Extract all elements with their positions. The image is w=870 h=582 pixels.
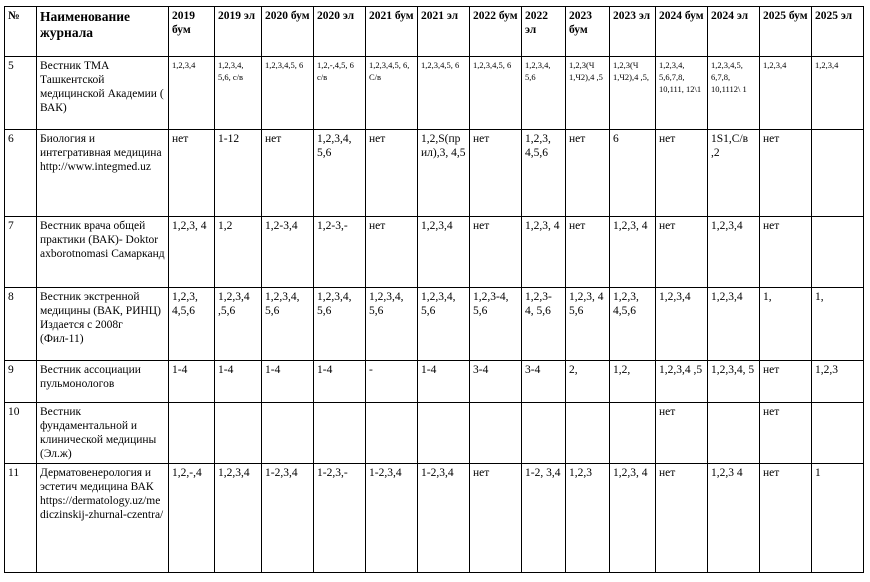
cell: 1-2,3,4 — [262, 464, 314, 573]
row-journal-name: Вестник экстренной медицины (ВАК, РИНЦ) Издается с 2008г (Фил-11) — [37, 288, 169, 361]
cell: нет — [366, 217, 418, 288]
header-num: № — [5, 7, 37, 57]
cell: 1-12 — [215, 130, 262, 217]
header-col: 2019 бум — [169, 7, 215, 57]
cell: 1,2,3,4 — [708, 288, 760, 361]
header-col: 2023 эл — [610, 7, 656, 57]
cell — [262, 403, 314, 464]
cell: 1,2,3-4, 5,6 — [470, 288, 522, 361]
cell: 1,2,3,4,5, 6 — [262, 57, 314, 130]
header-col: 2025 бум — [760, 7, 812, 57]
cell: нет — [760, 464, 812, 573]
row-num: 8 — [5, 288, 37, 361]
cell: 1,2,3 — [566, 464, 610, 573]
cell: 1,2,3- 4, 5,6 — [522, 288, 566, 361]
cell: 1,2,3,4, 5,6 — [418, 288, 470, 361]
row-num: 5 — [5, 57, 37, 130]
header-col: 2024 эл — [708, 7, 760, 57]
row-num: 11 — [5, 464, 37, 573]
cell: 1-4 — [215, 361, 262, 403]
cell: 1,2,3, 4 — [610, 217, 656, 288]
cell: 1,2,3,4 — [708, 217, 760, 288]
cell: 1 — [812, 464, 864, 573]
cell: нет — [760, 217, 812, 288]
header-col: 2021 бум — [366, 7, 418, 57]
cell: 1,2,3, 4 — [169, 217, 215, 288]
cell: нет — [262, 130, 314, 217]
cell: 1, — [812, 288, 864, 361]
cell: 1,2,S(прил),3, 4,5 — [418, 130, 470, 217]
cell: нет — [566, 217, 610, 288]
header-col: 2025 эл — [812, 7, 864, 57]
header-row — [5, 7, 864, 57]
cell: 1,2,3,4 ,5 — [656, 361, 708, 403]
cell — [470, 403, 522, 464]
cell: 1,2,3(Ч 1,Ч2),4 ,5 — [566, 57, 610, 130]
table-row — [5, 288, 864, 361]
cell: 1,2,3, 4,5,6 — [610, 288, 656, 361]
cell — [215, 403, 262, 464]
cell — [366, 403, 418, 464]
table-row — [5, 464, 864, 573]
cell: 1-4 — [262, 361, 314, 403]
header-col: 2020 эл — [314, 7, 366, 57]
row-journal-name: Биология и интегративная медицина http://www.integmed.uz — [37, 130, 169, 217]
cell: 1,2,3,4, 5 — [708, 361, 760, 403]
row-num: 7 — [5, 217, 37, 288]
cell: 1,2,3, 4 5,6 — [566, 288, 610, 361]
cell — [812, 217, 864, 288]
cell: 1,2,3 4 — [708, 464, 760, 573]
cell — [566, 403, 610, 464]
cell: 1,2-3,- — [314, 217, 366, 288]
cell: 1,2,3,4, 5,6 — [366, 288, 418, 361]
table-row — [5, 217, 864, 288]
cell — [708, 403, 760, 464]
table-row — [5, 361, 864, 403]
cell: нет — [470, 464, 522, 573]
cell: 1-2,3,4 — [366, 464, 418, 573]
cell: 1, — [760, 288, 812, 361]
row-journal-name: Вестник врача общей практики (ВАК)- Doktor axborotnomasi Самарканд — [37, 217, 169, 288]
table-row — [5, 57, 864, 130]
cell: 3-4 — [470, 361, 522, 403]
cell — [610, 403, 656, 464]
cell: 1,2, — [610, 361, 656, 403]
cell: 1,2,3,4, 5,6,7,8, 10,111, 12\1 — [656, 57, 708, 130]
cell: 1,2,3,4 ,5,6 — [215, 288, 262, 361]
cell: 1,2-3,4 — [262, 217, 314, 288]
header-col: 2022 бум — [470, 7, 522, 57]
cell: 1-4 — [418, 361, 470, 403]
cell: 1,2,3,4, 5,6 — [262, 288, 314, 361]
cell: 6 — [610, 130, 656, 217]
cell: 1,2,3,4 — [812, 57, 864, 130]
cell: 1-4 — [314, 361, 366, 403]
cell: 1-4 — [169, 361, 215, 403]
row-num: 10 — [5, 403, 37, 464]
cell: нет — [656, 464, 708, 573]
cell: 1,2,3, 4 — [610, 464, 656, 573]
cell: 1,2,3,4 — [760, 57, 812, 130]
row-journal-name: Вестник ассоциации пульмонологов — [37, 361, 169, 403]
journal-table — [4, 6, 864, 573]
header-col: 2023 бум — [566, 7, 610, 57]
cell: 2, — [566, 361, 610, 403]
header-col: 2021 эл — [418, 7, 470, 57]
cell: 1,2,3,4 — [169, 57, 215, 130]
header-col: 2020 бум — [262, 7, 314, 57]
row-journal-name: Вестник фундаментальной и клинической медицины (Эл.ж) — [37, 403, 169, 464]
cell: 1,2,3(Ч 1,Ч2),4 ,5, — [610, 57, 656, 130]
cell: 1,2,3,4,5, 6 — [418, 57, 470, 130]
cell: 1,2,3,4, 5,6 — [314, 288, 366, 361]
cell: 1,2,3, 4,5,6 — [522, 130, 566, 217]
cell: нет — [656, 130, 708, 217]
cell: 1,2,3,4 — [418, 217, 470, 288]
cell: 3-4 — [522, 361, 566, 403]
cell: 1,2,-,4,5, 6 с/в — [314, 57, 366, 130]
cell: нет — [760, 130, 812, 217]
cell: 1-2, 3,4 — [522, 464, 566, 573]
cell: 1,2 — [215, 217, 262, 288]
cell — [812, 130, 864, 217]
cell: нет — [760, 361, 812, 403]
header-name: Наименование журнала — [37, 7, 169, 57]
cell: 1,2,3,4,5, 6, С/в — [366, 57, 418, 130]
cell: 1-2,3,- — [314, 464, 366, 573]
cell — [522, 403, 566, 464]
cell: нет — [470, 217, 522, 288]
cell: 1,2,3 — [812, 361, 864, 403]
row-num: 9 — [5, 361, 37, 403]
cell: 1-2,3,4 — [418, 464, 470, 573]
cell: 1,2,3,4,5, 6,7,8, 10,1112\ 1 — [708, 57, 760, 130]
cell: 1,2,3, 4 — [522, 217, 566, 288]
cell: нет — [656, 403, 708, 464]
header-col: 2019 эл — [215, 7, 262, 57]
cell: 1,2,3,4,5, 6 — [470, 57, 522, 130]
cell: нет — [566, 130, 610, 217]
cell: 1S1,C/в ,2 — [708, 130, 760, 217]
cell: нет — [760, 403, 812, 464]
row-num: 6 — [5, 130, 37, 217]
table-row — [5, 403, 864, 464]
cell: нет — [366, 130, 418, 217]
cell — [314, 403, 366, 464]
cell: 1,2,3,4, 5,6, с/в — [215, 57, 262, 130]
cell: - — [366, 361, 418, 403]
cell: 1,2,3,4, 5,6 — [314, 130, 366, 217]
cell: 1,2,3, 4,5,6 — [169, 288, 215, 361]
header-col: 2022 эл — [522, 7, 566, 57]
cell: 1,2,3,4 — [215, 464, 262, 573]
cell: 1,2,-,4 — [169, 464, 215, 573]
cell — [418, 403, 470, 464]
row-journal-name: Вестник ТМА Ташкентской медицинской Академии ( ВАК) — [37, 57, 169, 130]
cell: нет — [656, 217, 708, 288]
cell: нет — [470, 130, 522, 217]
row-journal-name: Дерматовенерология и эстетич медицина ВАК https://dermatology.uz/mediczinskij-zhurnal-czentra/ — [37, 464, 169, 573]
table-row — [5, 130, 864, 217]
cell — [812, 403, 864, 464]
cell — [169, 403, 215, 464]
header-col: 2024 бум — [656, 7, 708, 57]
cell: 1,2,3,4, 5,6 — [522, 57, 566, 130]
cell: 1,2,3,4 — [656, 288, 708, 361]
cell: нет — [169, 130, 215, 217]
